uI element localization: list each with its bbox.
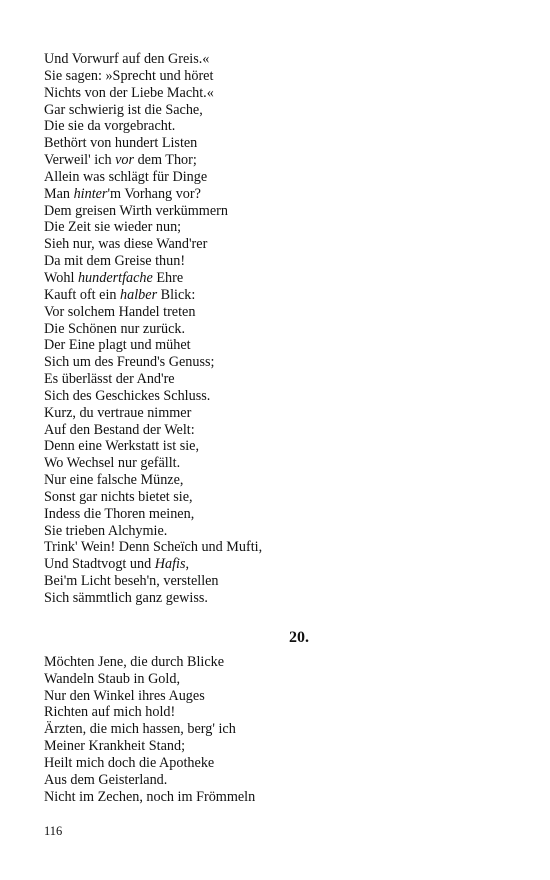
italic-word: hinter (73, 185, 108, 202)
poem-20 (44, 654, 514, 806)
poem-line (44, 219, 514, 236)
line-text: Nicht im Zechen, noch im Frömmeln (44, 788, 256, 805)
line-text: Trink' Wein! Denn Scheïch und Mufti, (44, 539, 263, 556)
poem-line (44, 738, 514, 755)
line-text: Sie sagen: »Sprecht und höret (44, 67, 214, 84)
line-text: Es überlässt der And're (44, 371, 175, 388)
poem-line (44, 203, 514, 220)
poem-line (44, 102, 514, 119)
line-text: Bei'm Licht beseh'n, verstellen (44, 573, 219, 590)
line-text: Denn eine Werkstatt ist sie, (44, 438, 200, 455)
poem-line (44, 152, 514, 169)
line-text: 'm Vorhang vor? (107, 185, 201, 202)
poem-line (44, 438, 514, 455)
line-text: Indess die Thoren meinen, (44, 505, 195, 522)
poem-line (44, 671, 514, 688)
poem-line (44, 472, 514, 489)
poem-number-heading: 20. (289, 628, 309, 646)
poem-line (44, 704, 514, 721)
poem-line (44, 506, 514, 523)
poem-line (44, 388, 514, 405)
poem-line (44, 789, 514, 806)
poem-line (44, 253, 514, 270)
line-text: Allein was schlägt für Dinge (44, 168, 208, 185)
line-text: Sie trieben Alchymie. (44, 522, 168, 539)
line-text: Die Zeit sie wieder nun; (44, 219, 182, 236)
poem-line (44, 270, 514, 287)
line-text: Und Vorwurf auf den Greis.« (44, 51, 210, 67)
line-text: Sieh nur, was diese Wand'rer (44, 236, 208, 253)
line-text: Meiner Krankheit Stand; (44, 738, 186, 755)
poem-line (44, 68, 514, 85)
poem-line (44, 51, 514, 68)
poem-line (44, 523, 514, 540)
line-text: Die sie da vorgebracht. (44, 118, 176, 135)
italic-word: vor (115, 152, 135, 169)
line-text: Sonst gar nichts bietet sie, (44, 488, 193, 505)
line-text: Und Stadtvogt und (44, 556, 155, 573)
line-text: Der Eine plagt und mühet (44, 337, 191, 354)
line-text: Wandeln Staub in Gold, (44, 670, 180, 687)
poem-line (44, 556, 514, 573)
line-text: Bethört von hundert Listen (44, 135, 198, 152)
poem-line (44, 772, 514, 789)
poem-line (44, 321, 514, 338)
line-text: Vor solchem Handel treten (44, 303, 196, 320)
italic-word: halber (120, 286, 158, 303)
poem-line (44, 337, 514, 354)
line-text: Kauft oft ein (44, 286, 121, 303)
poem-line (44, 590, 514, 607)
poem-line (44, 455, 514, 472)
line-text: Auf den Bestand der Welt: (44, 421, 195, 438)
line-text: Dem greisen Wirth verkümmern (44, 202, 228, 219)
line-text: Nur den Winkel ihres Auges (44, 687, 205, 704)
poem-line (44, 304, 514, 321)
line-text: Sich sämmtlich ganz gewiss. (44, 590, 208, 606)
line-text: Da mit dem Greise thun! (44, 253, 186, 270)
poem-line (44, 371, 514, 388)
line-text: Ehre (152, 269, 184, 286)
line-text: Wo Wechsel nur gefällt. (44, 455, 181, 472)
poem-line (44, 688, 514, 705)
page-number: 116 (44, 824, 63, 838)
line-text: Kurz, du vertraue nimmer (44, 404, 192, 421)
poem-continuation (44, 51, 514, 607)
line-text: Gar schwierig ist die Sache, (44, 101, 203, 118)
poem-line (44, 135, 514, 152)
line-text: Wohl (44, 269, 78, 286)
poem-line (44, 287, 514, 304)
line-text: Möchten Jene, die durch Blicke (44, 653, 225, 670)
poem-line (44, 654, 514, 671)
poem-line (44, 721, 514, 738)
line-text: Ärzten, die mich hassen, berg' ich (44, 721, 236, 738)
poem-line (44, 755, 514, 772)
italic-word: hundertfache (77, 269, 153, 286)
poem-line (44, 489, 514, 506)
poem-line (44, 422, 514, 439)
poem-line (44, 573, 514, 590)
line-text: Blick: (157, 286, 196, 303)
line-text: Die Schönen nur zurück. (44, 320, 186, 337)
line-text: Aus dem Geisterland. (44, 771, 168, 788)
poem-line (44, 118, 514, 135)
line-text: Nur eine falsche Münze, (44, 472, 184, 489)
poem-line (44, 186, 514, 203)
poem-line (44, 236, 514, 253)
line-text: Sich um des Freund's Genuss; (44, 354, 215, 371)
poem-line (44, 354, 514, 371)
poem-line (44, 405, 514, 422)
line-text: Man (44, 185, 74, 202)
line-text: Richten auf mich hold! (44, 704, 176, 721)
line-text: Heilt mich doch die Apotheke (44, 754, 215, 771)
line-text: Sich des Geschickes Schluss. (44, 387, 211, 404)
line-text: Verweil' ich (44, 152, 116, 169)
line-text: , (185, 556, 190, 573)
poem-line (44, 169, 514, 186)
line-text: dem Thor; (134, 152, 197, 169)
poem-line (44, 85, 514, 102)
book-page (44, 51, 514, 805)
line-text: Nichts von der Liebe Macht.« (44, 84, 214, 101)
poem-line (44, 539, 514, 556)
italic-word: Hafis (154, 556, 186, 573)
